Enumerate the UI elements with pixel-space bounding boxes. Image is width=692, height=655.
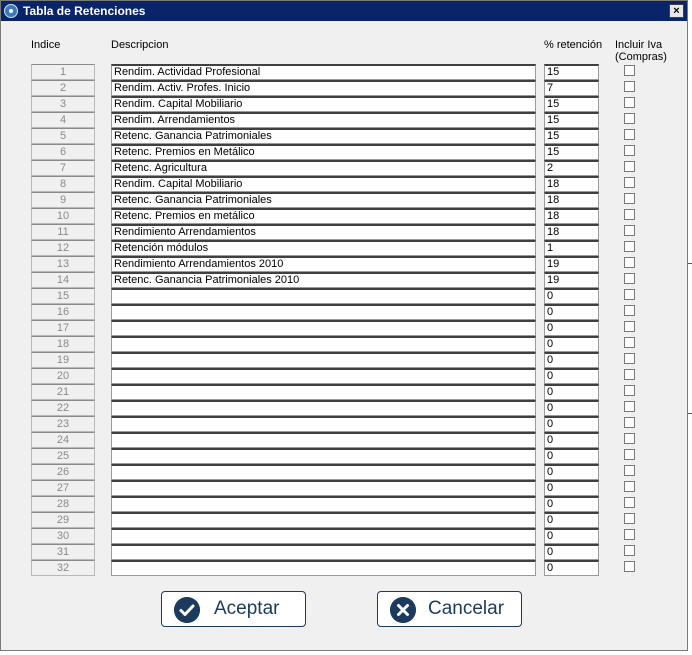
table-row (1, 208, 661, 224)
retencion-field[interactable]: 18 (544, 176, 599, 192)
incluir-iva-checkbox[interactable] (624, 305, 635, 316)
checkmark-icon (174, 597, 200, 623)
incluir-iva-checkbox[interactable] (624, 353, 635, 364)
table-row (1, 352, 661, 368)
descripcion-field[interactable] (111, 416, 536, 432)
descripcion-field[interactable]: Retención módulos (111, 240, 536, 256)
incluir-iva-checkbox[interactable] (624, 145, 635, 156)
retencion-field[interactable]: 0 (544, 288, 599, 304)
table-row (1, 464, 661, 480)
indice-cell: 13 (31, 256, 95, 272)
descripcion-field[interactable]: Rendim. Activ. Profes. Inicio (111, 80, 536, 96)
indice-cell: 23 (31, 416, 95, 432)
retencion-field[interactable]: 0 (544, 416, 599, 432)
retencion-field[interactable]: 0 (544, 544, 599, 560)
table-row (1, 160, 661, 176)
cancel-label: Cancelar (428, 598, 505, 619)
indice-cell: 4 (31, 112, 95, 128)
incluir-iva-checkbox[interactable] (624, 385, 635, 396)
window-title: Tabla de Retenciones (23, 4, 146, 18)
retencion-field[interactable]: 0 (544, 336, 599, 352)
incluir-iva-checkbox[interactable] (624, 241, 635, 252)
retencion-field[interactable]: 0 (544, 304, 599, 320)
indice-cell: 1 (31, 64, 95, 80)
indice-cell: 6 (31, 144, 95, 160)
indice-cell: 32 (31, 560, 95, 576)
incluir-iva-checkbox[interactable] (624, 129, 635, 140)
incluir-iva-checkbox[interactable] (624, 497, 635, 508)
table-row (1, 96, 661, 112)
incluir-iva-checkbox[interactable] (624, 193, 635, 204)
indice-cell: 26 (31, 464, 95, 480)
retencion-field[interactable]: 19 (544, 256, 599, 272)
descripcion-field[interactable]: Rendim. Actividad Profesional (111, 64, 536, 80)
incluir-iva-checkbox[interactable] (624, 529, 635, 540)
indice-cell: 5 (31, 128, 95, 144)
title-bar (1, 1, 687, 21)
table-row (1, 144, 661, 160)
table-row (1, 288, 661, 304)
indice-cell: 27 (31, 480, 95, 496)
indice-cell: 10 (31, 208, 95, 224)
header-incluir-iva (615, 39, 667, 63)
table-row (1, 368, 661, 384)
incluir-iva-checkbox[interactable] (624, 177, 635, 188)
header-iva-line2: (Compras) (615, 51, 667, 63)
descripcion-field[interactable]: Rendimiento Arrendamientos (111, 224, 536, 240)
indice-cell: 14 (31, 272, 95, 288)
descripcion-field[interactable] (111, 496, 536, 512)
indice-cell: 28 (31, 496, 95, 512)
descripcion-field[interactable] (111, 304, 536, 320)
retencion-field[interactable]: 0 (544, 352, 599, 368)
incluir-iva-checkbox[interactable] (624, 561, 635, 572)
incluir-iva-checkbox[interactable] (624, 433, 635, 444)
table-row (1, 432, 661, 448)
retencion-field[interactable]: 15 (544, 144, 599, 160)
descripcion-field[interactable] (111, 432, 536, 448)
indice-cell: 11 (31, 224, 95, 240)
table-row (1, 304, 661, 320)
edge-divider (688, 413, 692, 414)
table-row (1, 416, 661, 432)
incluir-iva-checkbox[interactable] (624, 545, 635, 556)
incluir-iva-checkbox[interactable] (624, 113, 635, 124)
descripcion-field[interactable] (111, 480, 536, 496)
indice-cell: 21 (31, 384, 95, 400)
table-row (1, 240, 661, 256)
retencion-field[interactable]: 19 (544, 272, 599, 288)
table-row (1, 336, 661, 352)
incluir-iva-checkbox[interactable] (624, 417, 635, 428)
descripcion-field[interactable] (111, 368, 536, 384)
indice-cell: 9 (31, 192, 95, 208)
header-descripcion: Descripcion (111, 39, 169, 51)
retencion-field[interactable]: 0 (544, 400, 599, 416)
cancel-button[interactable] (377, 591, 522, 627)
indice-cell: 19 (31, 352, 95, 368)
descripcion-field[interactable] (111, 384, 536, 400)
edge-divider (688, 263, 692, 264)
table-row (1, 400, 661, 416)
retencion-field[interactable]: 0 (544, 368, 599, 384)
table-row (1, 224, 661, 240)
app-icon (4, 4, 18, 18)
descripcion-field[interactable] (111, 560, 536, 576)
header-retencion: % retención (544, 39, 603, 51)
retencion-field[interactable]: 18 (544, 192, 599, 208)
descripcion-field[interactable] (111, 528, 536, 544)
retencion-field[interactable]: 18 (544, 208, 599, 224)
descripcion-field[interactable]: Retenc. Agricultura (111, 160, 536, 176)
incluir-iva-checkbox[interactable] (624, 481, 635, 492)
indice-cell: 17 (31, 320, 95, 336)
indice-cell: 16 (31, 304, 95, 320)
table-row (1, 544, 661, 560)
table-row (1, 256, 661, 272)
indice-cell: 8 (31, 176, 95, 192)
indice-cell: 30 (31, 528, 95, 544)
incluir-iva-checkbox[interactable] (624, 161, 635, 172)
descripcion-field[interactable]: Retenc. Ganancia Patrimoniales (111, 128, 536, 144)
retencion-field[interactable]: 0 (544, 512, 599, 528)
table-row (1, 64, 661, 80)
descripcion-field[interactable] (111, 448, 536, 464)
descripcion-field[interactable] (111, 464, 536, 480)
retencion-field[interactable]: 15 (544, 128, 599, 144)
header-iva-line1: Incluir Iva (615, 39, 663, 51)
table-row (1, 496, 661, 512)
retencion-field[interactable]: 7 (544, 80, 599, 96)
table-row (1, 112, 661, 128)
incluir-iva-checkbox[interactable] (624, 81, 635, 92)
descripcion-field[interactable] (111, 288, 536, 304)
descripcion-field[interactable]: Retenc. Premios en Metálico (111, 144, 536, 160)
indice-cell: 7 (31, 160, 95, 176)
incluir-iva-checkbox[interactable] (624, 65, 635, 76)
indice-cell: 2 (31, 80, 95, 96)
retencion-field[interactable]: 0 (544, 320, 599, 336)
incluir-iva-checkbox[interactable] (624, 257, 635, 268)
descripcion-field[interactable]: Retenc. Ganancia Patrimoniales (111, 192, 536, 208)
indice-cell: 24 (31, 432, 95, 448)
incluir-iva-checkbox[interactable] (624, 209, 635, 220)
indice-cell: 3 (31, 96, 95, 112)
table-row (1, 80, 661, 96)
table-row (1, 384, 661, 400)
indice-cell: 20 (31, 368, 95, 384)
incluir-iva-checkbox[interactable] (624, 513, 635, 524)
table-row (1, 128, 661, 144)
descripcion-field[interactable]: Rendimiento Arrendamientos 2010 (111, 256, 536, 272)
indice-cell: 12 (31, 240, 95, 256)
table-row (1, 512, 661, 528)
indice-cell: 22 (31, 400, 95, 416)
retencion-field[interactable]: 0 (544, 384, 599, 400)
table-row (1, 320, 661, 336)
incluir-iva-checkbox[interactable] (624, 369, 635, 380)
incluir-iva-checkbox[interactable] (624, 337, 635, 348)
retencion-field[interactable]: 1 (544, 240, 599, 256)
retencion-field[interactable]: 0 (544, 464, 599, 480)
accept-label: Aceptar (214, 598, 280, 619)
retencion-field[interactable]: 15 (544, 96, 599, 112)
descripcion-field[interactable] (111, 512, 536, 528)
descripcion-field[interactable] (111, 400, 536, 416)
indice-cell: 29 (31, 512, 95, 528)
incluir-iva-checkbox[interactable] (624, 97, 635, 108)
incluir-iva-checkbox[interactable] (624, 465, 635, 476)
table-row (1, 528, 661, 544)
descripcion-field[interactable] (111, 320, 536, 336)
table-row (1, 560, 661, 576)
header-indice: Indice (31, 39, 61, 51)
descripcion-field[interactable] (111, 352, 536, 368)
table-row (1, 480, 661, 496)
incluir-iva-checkbox[interactable] (624, 273, 635, 284)
accept-button[interactable] (161, 591, 306, 627)
indice-cell: 31 (31, 544, 95, 560)
incluir-iva-checkbox[interactable] (624, 289, 635, 300)
retencion-field[interactable]: 15 (544, 112, 599, 128)
table-row (1, 192, 661, 208)
table-row (1, 448, 661, 464)
retencion-field[interactable]: 0 (544, 432, 599, 448)
retencion-field[interactable]: 0 (544, 528, 599, 544)
retencion-field[interactable]: 15 (544, 64, 599, 80)
indice-cell: 15 (31, 288, 95, 304)
x-circle-icon (390, 597, 416, 623)
retencion-field[interactable]: 0 (544, 560, 599, 576)
indice-cell: 18 (31, 336, 95, 352)
descripcion-field[interactable]: Retenc. Premios en metálico (111, 208, 536, 224)
window-edge (688, 0, 692, 655)
table-row (1, 176, 661, 192)
retencion-field[interactable]: 0 (544, 448, 599, 464)
retencion-field[interactable]: 18 (544, 224, 599, 240)
incluir-iva-checkbox[interactable] (624, 449, 635, 460)
incluir-iva-checkbox[interactable] (624, 401, 635, 412)
incluir-iva-checkbox[interactable] (624, 321, 635, 332)
descripcion-field[interactable]: Rendim. Capital Mobiliario (111, 96, 536, 112)
retencion-field[interactable]: 0 (544, 480, 599, 496)
table-row (1, 272, 661, 288)
indice-cell: 25 (31, 448, 95, 464)
descripcion-field[interactable]: Rendim. Arrendamientos (111, 112, 536, 128)
retencion-field[interactable]: 2 (544, 160, 599, 176)
descripcion-field[interactable] (111, 544, 536, 560)
descripcion-field[interactable]: Rendim. Capital Mobiliario (111, 176, 536, 192)
incluir-iva-checkbox[interactable] (624, 225, 635, 236)
close-button[interactable]: × (669, 4, 684, 18)
descripcion-field[interactable] (111, 336, 536, 352)
retencion-field[interactable]: 0 (544, 496, 599, 512)
descripcion-field[interactable]: Retenc. Ganancia Patrimoniales 2010 (111, 272, 536, 288)
